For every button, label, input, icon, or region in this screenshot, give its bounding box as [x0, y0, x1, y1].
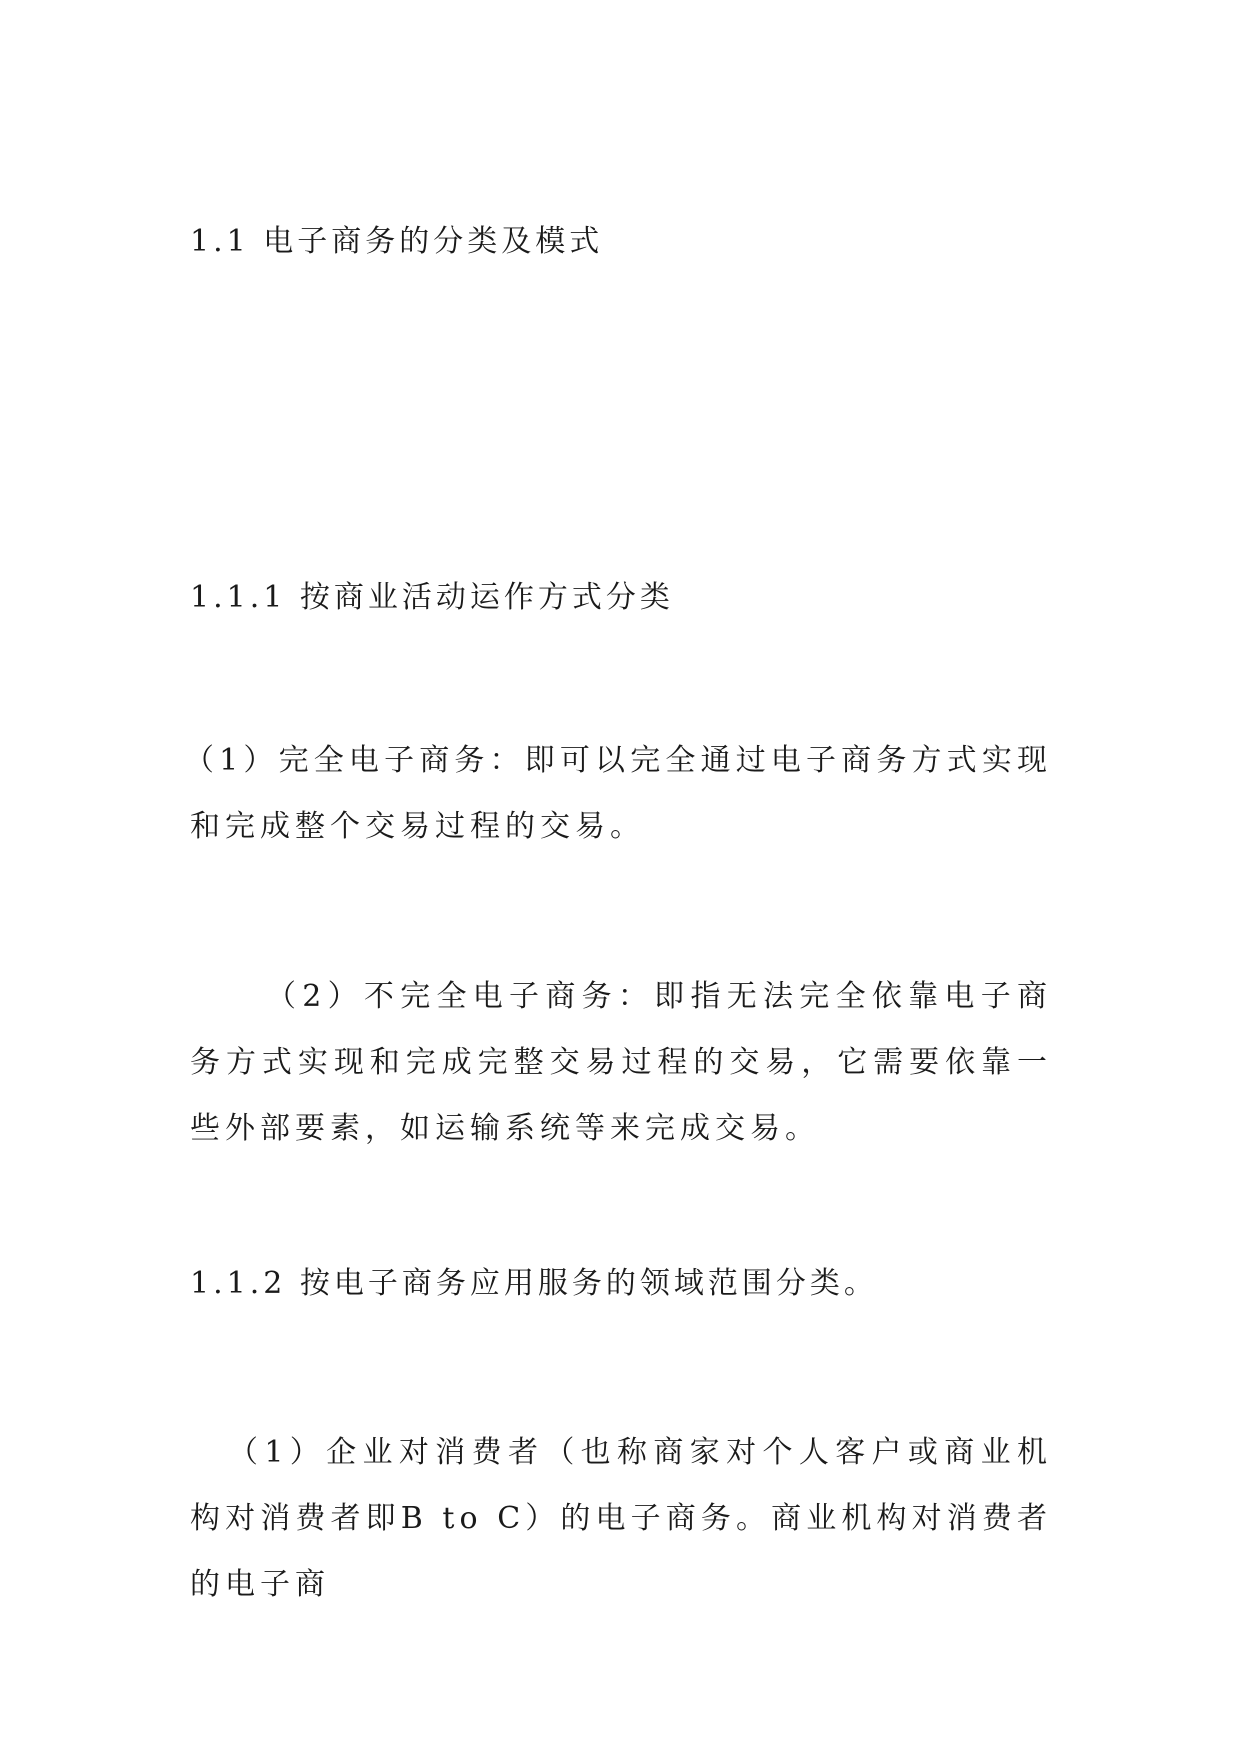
paragraph-complete-ecommerce: （1）完全电子商务：即可以完全通过电子商务方式实现和完成整个交易过程的交易。	[184, 743, 1052, 844]
section-heading-1-1: 1.1 电子商务的分类及模式	[190, 224, 604, 259]
section-heading-1-1-2: 1.1.2 按电子商务应用服务的领域范围分类。	[190, 1266, 878, 1301]
section-heading-1-1-1: 1.1.1 按商业活动运作方式分类	[190, 580, 674, 615]
paragraph-b2c-ecommerce: （1）企业对消费者（也称商家对个人客户或商业机构对消费者即B to C）的电子商务。商业机构对消费者的电子商	[190, 1435, 1052, 1602]
paragraph-incomplete-ecommerce: （2）不完全电子商务：即指无法完全依靠电子商务方式实现和完成完整交易过程的交易，它需要依靠一些外部要素，如运输系统等来完成交易。	[190, 979, 1052, 1146]
